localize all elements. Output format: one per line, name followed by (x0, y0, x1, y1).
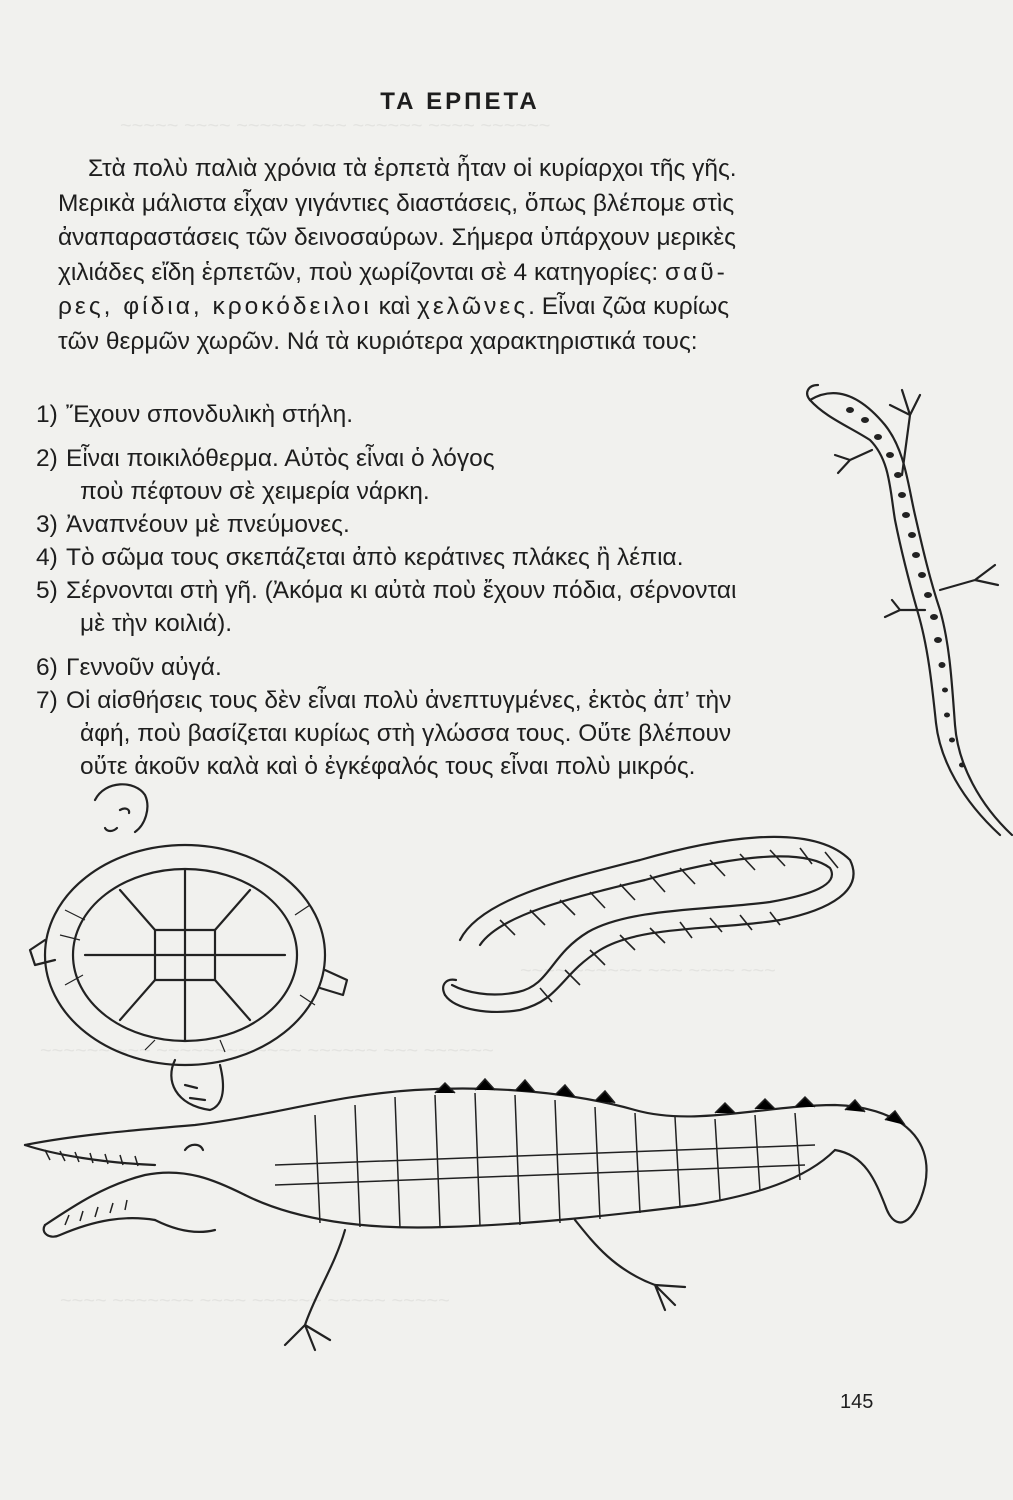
bleed-through-text: ~~~~~~ ~~~ ~~~~~~~~ ~~~~ ~~~~~~ ~~~ ~~~~~~ (40, 1040, 494, 1062)
item-number: 4) (36, 544, 58, 571)
intro-line: τῶν θερμῶν χωρῶν. Νά τὰ κυριότερα χαρακτηριστικά τους: (58, 327, 698, 355)
intro-paragraph (58, 152, 878, 359)
item-text-continuation: ποὺ πέφτουν σὲ χειμερία νάρκη. (80, 478, 430, 505)
list-item (36, 574, 896, 640)
emphasized-term: ρες, φίδια, κροκόδειλοι (58, 293, 372, 320)
item-text-continuation: οὔτε ἀκοῦν καλὰ καὶ ὁ ἐγκέφαλός τους εἶναι πολὺ μικρός. (80, 753, 696, 780)
item-text-continuation: ἀφή, ποὺ βασίζεται κυρίως στὴ γλώσσα τους. Οὔτε βλέπουν (80, 720, 732, 747)
item-text: Εἶναι ποικιλόθερμα. Αὐτὸς εἶναι ὁ λόγος (66, 445, 495, 472)
snake-drawing (440, 820, 870, 1035)
item-number: 6) (36, 654, 58, 681)
item-text: Οἱ αἰσθήσεις τους δὲν εἶναι πολὺ ἀνεπτυγμένες, ἐκτὸς ἀπ’ τὴν (66, 687, 732, 714)
page-title: ΤΑ ΕΡΠΕΤΑ (380, 88, 540, 115)
list-item (36, 442, 896, 508)
list-item (36, 508, 896, 541)
item-number: 2) (36, 445, 58, 472)
bleed-through-text: ~~~~ ~~~~~~~ ~~~~ ~~~~~~ ~~~~~ ~~~~~ (60, 1290, 450, 1312)
crocodile-drawing (15, 1055, 965, 1375)
intro-line (58, 290, 878, 325)
item-text: Τὸ σῶμα τους σκεπάζεται ἀπὸ κεράτινες πλάκες ἢ λέπια. (66, 544, 684, 571)
lizard-drawing (790, 355, 1013, 850)
intro-line: Στὰ πολὺ παλιὰ χρόνια τὰ ἑρπετὰ ἦταν οἱ κυρίαρχοι τῆς γῆς. (88, 155, 737, 182)
emphasized-term: χελῶνες (416, 293, 529, 320)
item-text: Ἔχουν σπονδυλικὴ στήλη. (66, 401, 354, 428)
item-number: 5) (36, 577, 58, 604)
page-number: 145 (840, 1391, 874, 1413)
intro-line (58, 256, 878, 291)
list-item (36, 398, 896, 431)
list-item (36, 684, 896, 783)
item-number: 1) (36, 401, 58, 428)
intro-text: . Εἶναι ζῶα κυρίως (528, 293, 730, 320)
intro-text: καὶ (371, 293, 417, 320)
intro-line: Μερικὰ μάλιστα εἶχαν γιγάντιες διαστάσεις, ὅπως βλέπομε στὶς (58, 189, 735, 217)
emphasized-term: σαῦ- (664, 258, 728, 286)
item-text: Σέρνονται στὴ γῆ. (Ἀκόμα κι αὐτὰ ποὺ ἔχουν πόδια, σέρνονται (66, 577, 737, 604)
list-item (36, 541, 896, 574)
intro-text: χιλιάδες εἴδη ἑρπετῶν, ποὺ χωρίζονται σὲ 4 κατηγορίες: (58, 258, 665, 286)
bleed-through-text: ~~~~ ~~~~~~ ~~~ ~~~~ ~~~ (520, 960, 776, 982)
item-number: 3) (36, 511, 58, 538)
features-list (36, 398, 896, 783)
item-text: Γεννοῦν αὐγά. (66, 654, 222, 681)
item-number: 7) (36, 687, 58, 714)
item-text-continuation: μὲ τὴν κοιλιά). (80, 610, 233, 637)
item-text: Ἀναπνέουν μὲ πνεύμονες. (66, 511, 350, 538)
list-item (36, 651, 896, 684)
intro-line: ἀναπαραστάσεις τῶν δεινοσαύρων. Σήμερα ὑπάρχουν μερικὲς (58, 224, 736, 251)
bleed-through-text: ~~~~~ ~~~~ ~~~~~~ ~~~ ~~~~~~ ~~~~ ~~~~~~ (120, 115, 551, 137)
